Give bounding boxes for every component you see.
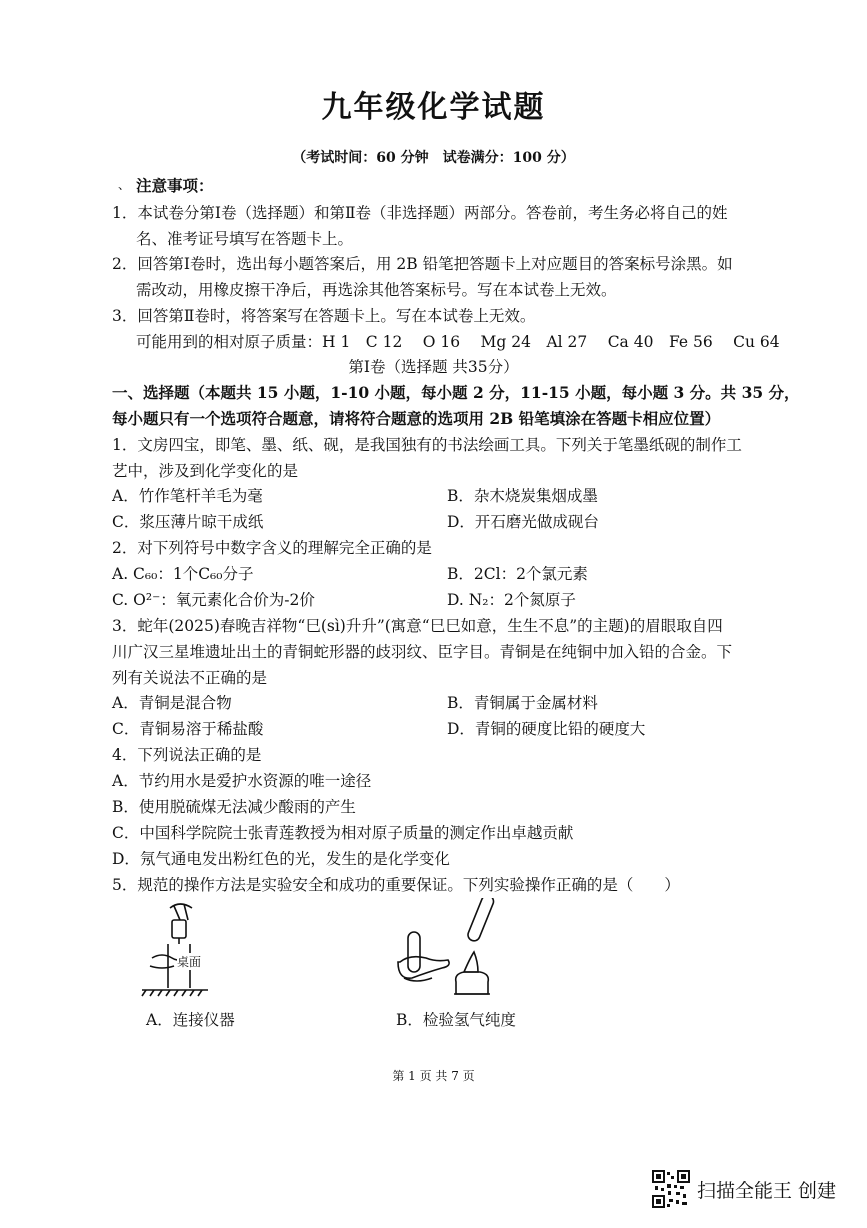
- q2-option-d: D. N₂：2个氮原子: [447, 591, 576, 609]
- q3-option-c: C．青铜易溶于稀盐酸: [112, 720, 264, 738]
- exam-subtitle: （考试时间：60 分钟 试卷满分：100 分）: [292, 150, 575, 166]
- notice-line: 3．回答第Ⅱ卷时，将答案写在答题卡上。写在本试卷上无效。: [112, 307, 536, 325]
- watermark-text: 扫描全能王 创建: [697, 1180, 837, 1202]
- q4-option-a: A．节约用水是爱护水资源的唯一途径: [112, 772, 372, 790]
- page-footer: 第 1 页 共 7 页: [392, 1069, 475, 1083]
- q1-option-c: C．浆压薄片晾干成纸: [112, 513, 264, 531]
- part1-title: 第Ⅰ卷（选择题 共35分）: [348, 358, 519, 376]
- notice-heading: 注意事项：: [136, 176, 214, 195]
- figure-hydrogen-test: [394, 898, 504, 1000]
- figure-a-label: 桌面: [177, 955, 202, 969]
- q5-option-b: B．检验氢气纯度: [396, 1011, 516, 1029]
- stray-mark: 、: [118, 178, 131, 192]
- q1-option-b: B．杂木烧炭集烟成墨: [447, 487, 598, 505]
- q1-option-a: A．竹作笔杆羊毛为毫: [112, 487, 263, 505]
- notice-line: 2．回答第Ⅰ卷时，选出每小题答案后，用 2B 铅笔把答题卡上对应题目的答案标号涂黑。如: [112, 255, 733, 273]
- figure-connect-apparatus: [138, 900, 218, 998]
- notice-line: 名、准考证号填写在答题卡上。: [136, 230, 354, 248]
- page-title: 九年级化学试题: [321, 90, 546, 125]
- q1-stem: 1．文房四宝，即笔、墨、纸、砚，是我国独有的书法绘画工具。下列关于笔墨纸砚的制作工: [112, 436, 742, 454]
- q5-stem: 5．规范的操作方法是实验安全和成功的重要保证。下列实验操作正确的是（ ）: [112, 876, 680, 894]
- q3-stem: 川广汉三星堆遗址出土的青铜蛇形器的歧羽纹、臣字目。青铜是在纯铜中加入铅的合金。下: [112, 643, 733, 661]
- notice-line: 1．本试卷分第Ⅰ卷（选择题）和第Ⅱ卷（非选择题）两部分。答卷前，考生务必将自己的姓: [112, 204, 728, 222]
- q2-option-a: A. C₆₀：1个C₆₀分子: [112, 565, 254, 583]
- q3-stem: 列有关说法不正确的是: [112, 669, 268, 687]
- q1-stem: 艺中，涉及到化学变化的是: [112, 462, 299, 480]
- q2-stem: 2．对下列符号中数字含义的理解完全正确的是: [112, 539, 432, 557]
- q2-option-c: C. O²⁻：氧元素化合价为-2价: [112, 591, 315, 609]
- q3-option-b: B．青铜属于金属材料: [447, 694, 598, 712]
- q4-stem: 4．下列说法正确的是: [112, 746, 262, 764]
- section-heading: 一、选择题（本题共 15 小题，1-10 小题，每小题 2 分，11-15 小题，每小题 3 分。共 35 分，: [112, 383, 800, 402]
- q3-stem: 3．蛇年(2025)春晚吉祥物“巳(sì)升升”(寓意“巳巳如意，生生不息”的主题)的眉眼取自四: [112, 617, 723, 635]
- q2-option-b: B．2Cl：2个氯元素: [447, 565, 588, 583]
- qr-code-icon: [652, 1170, 690, 1208]
- q5-option-a: A．连接仪器: [146, 1011, 235, 1029]
- q3-option-a: A．青铜是混合物: [112, 694, 232, 712]
- q3-option-d: D．青铜的硬度比铅的硬度大: [447, 720, 646, 738]
- atomic-masses: 可能用到的相对原子质量：H 1 C 12 O 16 Mg 24 Al 27 Ca 40 Fe 56 Cu 64: [136, 333, 780, 351]
- q4-option-b: B．使用脱硫煤无法减少酸雨的产生: [112, 798, 356, 816]
- notice-line: 需改动，用橡皮擦干净后，再选涂其他答案标号。写在本试卷上无效。: [136, 281, 617, 299]
- q4-option-d: D．氖气通电发出粉红色的光，发生的是化学变化: [112, 850, 450, 868]
- q4-option-c: C．中国科学院院士张青莲教授为相对原子质量的测定作出卓越贡献: [112, 824, 574, 842]
- section-heading: 每小题只有一个选项符合题意，请将符合题意的选项用 2B 铅笔填涂在答题卡相应位置）: [112, 409, 721, 428]
- q1-option-d: D．开石磨光做成砚台: [447, 513, 599, 531]
